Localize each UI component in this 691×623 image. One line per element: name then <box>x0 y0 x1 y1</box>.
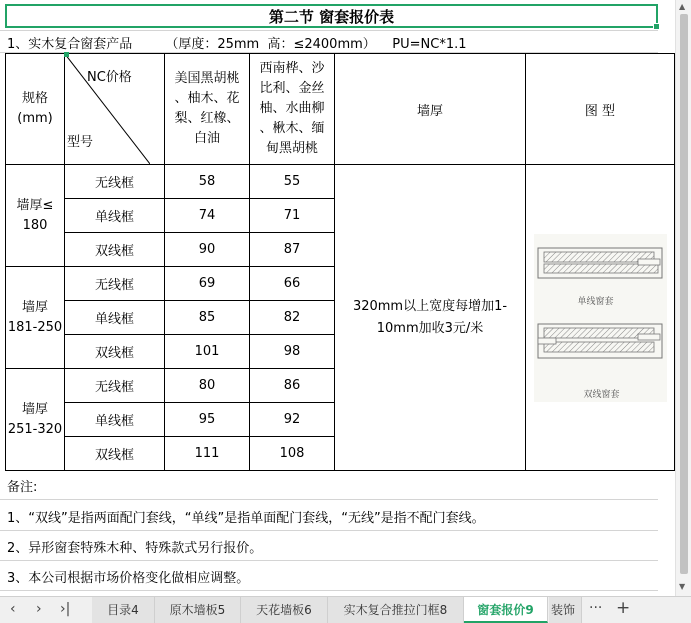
price-text: 69 <box>198 276 216 291</box>
price-cell[interactable] <box>165 335 250 369</box>
price-text: 101 <box>194 344 220 359</box>
price-text: 58 <box>198 174 216 189</box>
type-cell[interactable] <box>65 233 165 267</box>
group-label[interactable] <box>6 165 65 267</box>
cell-selection-handle[interactable] <box>64 52 69 57</box>
tab-sheet[interactable] <box>155 597 241 623</box>
tab-label: 装饰 <box>551 603 576 617</box>
gridline <box>0 30 658 31</box>
gridline <box>0 530 658 531</box>
price-text: 87 <box>283 242 301 257</box>
price-cell[interactable] <box>165 165 250 199</box>
type-cell[interactable] <box>65 199 165 233</box>
price-text: 95 <box>198 412 216 427</box>
price-text: 82 <box>283 310 301 325</box>
type-text: 单线框 <box>94 312 134 327</box>
type-text: 无线框 <box>94 380 134 395</box>
price-text: 86 <box>283 378 301 393</box>
type-cell[interactable] <box>65 403 165 437</box>
wood-col-1-text: 美国黑胡桃 、柚木、花 梨、红橡、 白油 <box>174 71 240 146</box>
price-cell[interactable] <box>250 233 335 267</box>
price-cell[interactable] <box>250 199 335 233</box>
price-text: 108 <box>279 446 305 461</box>
tab-sheet[interactable] <box>549 597 582 623</box>
group-label-text: 墙厚≤ 180 <box>16 197 54 233</box>
casing-diagram-svg <box>534 234 667 402</box>
spec-header-text: 规格 (mm) <box>17 91 53 126</box>
price-cell[interactable] <box>250 437 335 471</box>
price-cell[interactable] <box>250 165 335 199</box>
note-line[interactable]: 2、异形窗套特殊木种、特殊款式另行报价。 <box>7 541 263 556</box>
spec-header[interactable] <box>6 54 65 165</box>
image-header-text: 图 型 <box>584 103 616 119</box>
price-text: 111 <box>194 446 220 461</box>
tab-active-sheet[interactable] <box>464 597 548 623</box>
single-casing-label: 单线窗套 <box>577 296 614 307</box>
group-label-text: 墙厚 181-250 <box>7 299 63 335</box>
tab-label: 实木复合推拉门框8 <box>343 603 448 617</box>
price-cell[interactable] <box>250 403 335 437</box>
type-cell[interactable] <box>65 335 165 369</box>
add-sheet-button[interactable]: + <box>616 598 631 618</box>
gridline <box>0 499 658 500</box>
product-line[interactable]: 1、实木复合窗套产品 （厚度：25mm 高：≤2400mm） PU=NC*1.1 <box>7 37 467 52</box>
price-text: 85 <box>198 310 216 325</box>
type-text: 双线框 <box>94 244 134 259</box>
price-text: 92 <box>283 412 301 427</box>
tab-label: 原木墙板5 <box>169 603 226 617</box>
price-table <box>5 53 675 471</box>
price-cell[interactable] <box>250 335 335 369</box>
window-casing-drawing <box>534 234 667 402</box>
price-text: 98 <box>283 344 301 359</box>
wood-col-2-header[interactable] <box>250 54 335 165</box>
type-text: 双线框 <box>94 346 134 361</box>
price-text: 71 <box>283 208 301 223</box>
note-line[interactable]: 3、本公司根据市场价格变化做相应调整。 <box>7 571 250 586</box>
last-sheet-icon[interactable]: ›| <box>60 601 71 617</box>
more-tabs-button[interactable]: ··· <box>589 600 603 616</box>
type-cell[interactable] <box>65 437 165 471</box>
group-label[interactable] <box>6 369 65 471</box>
price-cell[interactable] <box>165 437 250 471</box>
tab-sheet[interactable] <box>92 597 155 623</box>
sheet-tab-bar <box>0 596 691 623</box>
sheet-title[interactable] <box>5 4 658 28</box>
type-text: 无线框 <box>94 278 134 293</box>
image-header[interactable] <box>526 54 675 165</box>
model-label: 型号 <box>67 135 94 150</box>
price-text: 74 <box>198 208 216 223</box>
group-label-text: 墙厚 251-320 <box>7 401 63 437</box>
chevron-right-icon[interactable]: › <box>36 601 42 617</box>
price-text: 90 <box>198 242 216 257</box>
type-cell[interactable] <box>65 267 165 301</box>
scroll-up-icon[interactable]: ▲ <box>679 2 686 11</box>
price-text: 66 <box>283 276 301 291</box>
wall-note-text: 320mm以上宽度每增加1- 10mm加收3元/米 <box>352 298 508 336</box>
price-cell[interactable] <box>165 403 250 437</box>
type-cell[interactable] <box>65 369 165 403</box>
diagonal-header[interactable] <box>65 54 165 165</box>
price-cell[interactable] <box>165 199 250 233</box>
wall-header-text: 墙厚 <box>416 103 443 119</box>
tab-label: 目录4 <box>107 603 139 617</box>
gridline <box>0 590 658 591</box>
tab-sheet[interactable] <box>241 597 328 623</box>
price-cell[interactable] <box>250 301 335 335</box>
wood-col-1-header[interactable] <box>165 54 250 165</box>
double-casing-label: 双线窗套 <box>583 389 620 400</box>
type-text: 单线框 <box>94 414 134 429</box>
price-cell[interactable] <box>165 267 250 301</box>
type-text: 双线框 <box>94 448 134 463</box>
scrollbar-thumb[interactable] <box>680 14 688 574</box>
type-text: 单线框 <box>94 210 134 225</box>
price-text: 80 <box>198 378 216 393</box>
wall-note-cell[interactable] <box>335 165 526 471</box>
type-cell[interactable] <box>65 301 165 335</box>
tab-sheet[interactable] <box>328 597 464 623</box>
scroll-down-icon[interactable]: ▼ <box>679 582 686 591</box>
image-cell[interactable] <box>526 165 675 471</box>
type-text: 无线框 <box>94 176 134 191</box>
sheet-title-text: 第二节 窗套报价表 <box>268 7 395 26</box>
price-cell[interactable] <box>165 233 250 267</box>
price-cell[interactable] <box>165 369 250 403</box>
price-cell[interactable] <box>250 267 335 301</box>
nc-price-label: NC价格 <box>87 70 132 85</box>
note-line[interactable]: 1、“双线”是指两面配门套线，“单线”是指单面配门套线，“无线”是指不配门套线。 <box>7 511 485 526</box>
fill-handle[interactable] <box>653 23 660 30</box>
tab-label: 天花墙板6 <box>256 603 312 617</box>
wood-col-2-text: 西南桦、沙 比利、金丝 柚、水曲柳 、楸木、缅 甸黑胡桃 <box>259 61 325 156</box>
price-cell[interactable] <box>250 369 335 403</box>
tab-label: 窗套报价9 <box>477 603 534 617</box>
wall-header[interactable] <box>335 54 526 165</box>
gridline <box>0 560 658 561</box>
price-cell[interactable] <box>165 301 250 335</box>
group-label[interactable] <box>6 267 65 369</box>
notes-heading[interactable]: 备注: <box>7 480 38 495</box>
type-cell[interactable] <box>65 165 165 199</box>
price-text: 55 <box>283 174 301 189</box>
vertical-scrollbar[interactable] <box>675 0 691 596</box>
chevron-left-icon[interactable]: ‹ <box>10 601 16 617</box>
